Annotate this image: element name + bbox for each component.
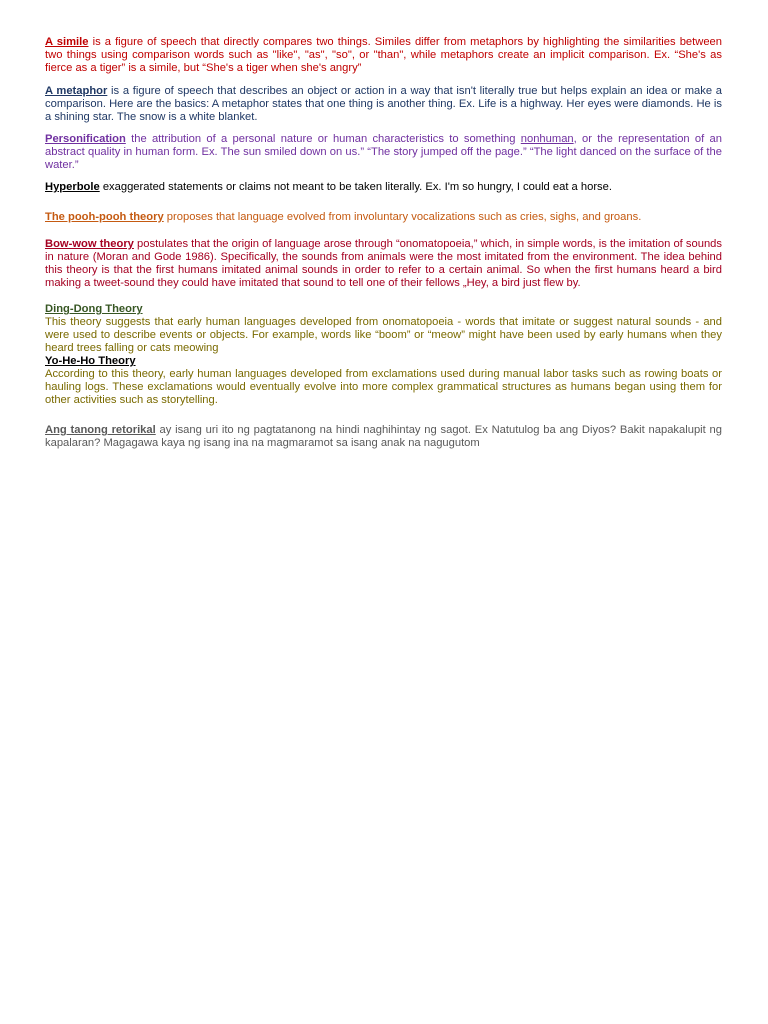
yo-he-ho-heading: Yo-He-Ho Theory [45,355,136,367]
ding-dong-heading: Ding-Dong Theory [45,303,143,315]
personification-term: Personification [45,133,126,145]
bow-wow-paragraph [45,238,722,290]
hyperbole-text: exaggerated statements or claims not meant to be taken literally. Ex. I'm so hungry, I could eat a horse. [99,181,612,193]
simile-paragraph [45,36,722,75]
pooh-pooh-paragraph [45,211,722,224]
retorikal-term: Ang tanong retorikal [45,424,156,436]
pooh-pooh-term: The pooh-pooh theory [45,211,164,223]
personification-paragraph [45,133,722,172]
ding-dong-paragraph: This theory suggests that early human languages developed from onomatopoeia - words that imitate or suggest natural sounds - and were used to describe events or objects. For example, words like “boom” or “meow” might have been used by early humans when they heard trees falling or cats meowing [45,316,722,354]
yo-he-ho-paragraph: According to this theory, early human languages developed from exclamations used during manual labor tasks such as rowing boats or hauling logs. These exclamations would eventually evolve into more complex grammatical structures as humans began using them for other activities such as storytelling. [45,368,722,406]
metaphor-text: is a figure of speech that describes an object or action in a way that isn't literally true but helps explain an idea or make a comparison. Here are the basics: A metaphor states that one thing is another thing. Ex. Life is a highway. Her eyes were diamonds. He is a shining star. The snow is a white blanket. [45,85,722,123]
retorikal-paragraph [45,424,722,450]
nonhuman-word: nonhuman [520,133,574,145]
bow-wow-term: Bow-wow theory [45,238,134,250]
retorikal-text: ay isang uri ito ng pagtatanong na hindi naghihintay ng sagot. Ex Natutulog ba ang Diyos? Bakit napakalupit ng kapalaran? Magagawa kaya ng isang ina na magmaramot sa isang anak na nagugutom [45,424,722,449]
hyperbole-term: Hyperbole [45,181,100,193]
bow-wow-text: postulates that the origin of language arose through “onomatopoeia,” which, in simple words, is the imitation of sounds in nature (Moran and Gode 1986). Specifically, the sounds from animals were the most imitated from the environment. The idea behind this theory is that the first humans imitated animal sounds in order to refer to a certain animal. So when the first humans heard a bird making a tweet-sound they could have imitated that sound to tell one of their fellows „Hey, a bird just flew by. [45,238,722,289]
personification-text-before: the attribution of a personal nature or human characteristics to something [125,133,521,145]
simile-term: A simile [45,36,89,48]
simile-text: is a figure of speech that directly compares two things. Similes differ from metaphors by highlighting the similarities between two things using comparison words such as "like", "as", "so", or "than", while metaphors create an implicit comparison. Ex. “She's as fierce as a tiger” is a simile, but “She's a tiger when she's angry” [45,36,722,74]
personification-text-after: , or the representation of an abstract quality in human form. Ex. The sun smiled down on us.” “The story jumped off the page.” “The light danced on the surface of the water.” [45,133,722,171]
metaphor-paragraph [45,85,722,124]
hyperbole-paragraph [45,181,722,194]
metaphor-term: A metaphor [45,85,108,97]
pooh-pooh-text: proposes that language evolved from involuntary vocalizations such as cries, sighs, and groans. [163,211,642,223]
